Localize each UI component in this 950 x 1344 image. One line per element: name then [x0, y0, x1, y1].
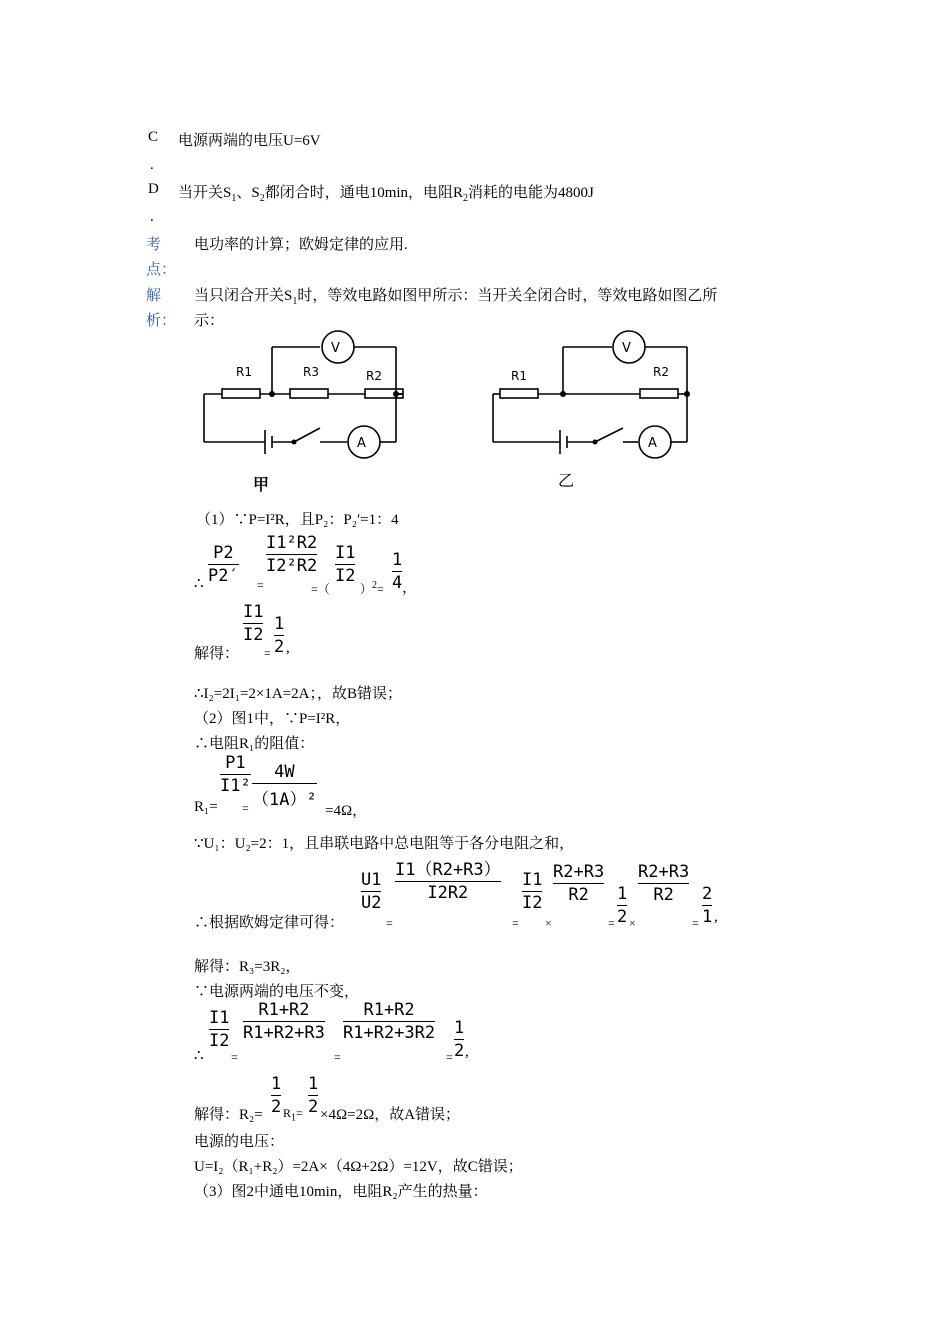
solution-line-3-prefix: 解得： — [194, 646, 240, 662]
kaodian-text: 电功率的计算；欧姆定律的应用. — [194, 237, 408, 253]
formula-1-suffix: ， — [402, 580, 418, 596]
kaodian-label-1: 考 — [146, 237, 162, 253]
formula-1-therefore: ∴ — [194, 576, 204, 592]
formula-4-frac-b: I1（R2+R3） I2R2 — [395, 860, 501, 903]
option-c-letter: C — [148, 129, 159, 145]
formula-2-frac-b: 1 2 — [274, 614, 285, 657]
option-d-text: 当开关$S_1$、$S_2$都闭合时，通电10min，电阻$R_2$消耗的电能为4800J — [178, 185, 594, 204]
formula-4-frac-g: 2 1 — [702, 884, 713, 927]
formula-1-eq2: =（ — [311, 582, 330, 596]
option-c-text: 电源两端的电压U=6V — [178, 133, 321, 149]
formula-1-eq1: = — [257, 578, 264, 592]
formula-2-suffix: , — [286, 640, 290, 656]
formula-4-suffix: , — [714, 909, 718, 925]
jiexi-line2: 示： — [194, 313, 225, 329]
formula-1-frac-d: 1 4 — [392, 550, 403, 593]
r1-label-jia: R1 — [236, 365, 252, 379]
kaodian-label-2: 点： — [146, 262, 177, 278]
figure-caption-jia: 甲 — [253, 475, 270, 494]
formula-4-frac-a: U1 U2 — [361, 870, 382, 913]
solution-line-6: ∴电阻R₁的阻值： — [194, 736, 315, 752]
solution-line-7-prefix: R₁= — [194, 799, 218, 815]
formula-1-frac-b: I1²R2 I2²R2 — [266, 533, 318, 576]
circuit-figures — [190, 325, 730, 500]
formula-4-eq2: = — [512, 916, 519, 930]
formula-5-frac-b: R1+R2 R1+R2+R3 — [243, 1000, 325, 1043]
figure-caption-yi: 乙 — [558, 471, 575, 490]
formula-4-eq1: = — [386, 916, 393, 930]
solution-line-13-suffix: ×4Ω=2Ω，故A错误； — [320, 1107, 461, 1123]
formula-3-frac-b: 4W （1A）² — [252, 762, 317, 810]
formula-4-times1: × — [545, 916, 552, 930]
formula-4-frac-e: 1 2 — [617, 884, 628, 927]
solution-line-1: （1）∵P=I²R，且P₂：P₂′=1：4 — [196, 512, 399, 528]
formula-4-eq4: = — [692, 916, 699, 930]
formula-6-frac-b: 1 2 — [308, 1074, 319, 1117]
jiexi-line1: 当只闭合开关$S_1$时，等效电路如图甲所示：当开关全闭合时，等效电路如图乙所 — [194, 288, 718, 307]
formula-6-frac-a: 1 2 — [271, 1074, 282, 1117]
jiexi-label-1: 解 — [146, 288, 162, 304]
option-d-letter: D — [148, 181, 159, 197]
solution-line-7-suffix: =4Ω， — [325, 803, 368, 819]
option-c-dot: . — [150, 157, 154, 173]
r2-label-yi: R2 — [653, 365, 669, 379]
solution-line-13-prefix: 解得：R₂= — [194, 1107, 263, 1123]
solution-line-11: ∵电源两端的电压不变， — [194, 984, 360, 1000]
solution-line-14: 电源的电压： — [194, 1134, 285, 1150]
formula-5-eq1: = — [231, 1050, 238, 1064]
formula-5-frac-d: 1 2 — [454, 1018, 465, 1061]
formula-1-power: ）$^2$= — [360, 580, 384, 596]
solution-line-15: U=I₂（R₁+R₂）=2A×（4Ω+2Ω）=12V，故C错误； — [194, 1159, 523, 1175]
ammeter-label-jia: A — [357, 436, 366, 451]
formula-4-frac-c: I1 I2 — [522, 870, 543, 913]
r1-label-yi: R1 — [511, 369, 527, 383]
formula-3-frac-a: P1 I1² — [220, 753, 251, 796]
formula-3-eq: = — [242, 801, 249, 815]
formula-5-eq3: = — [446, 1050, 453, 1064]
formula-5-eq2: = — [334, 1050, 341, 1064]
formula-5-suffix: , — [465, 1044, 469, 1060]
jiexi-label-2: 析： — [146, 313, 177, 329]
formula-6-r1: $R_1=$ — [283, 1106, 303, 1124]
solution-line-10: 解得：R₃=3R₂， — [194, 959, 301, 975]
formula-4-frac-d: R2+R3 R2 — [553, 862, 605, 905]
solution-line-12-prefix: ∴ — [194, 1048, 204, 1064]
formula-1-frac-a: P2 P2′ — [208, 543, 239, 586]
solution-line-8: ∵U₁：U₂=2：1，且串联电路中总电阻等于各分电阻之和， — [194, 836, 575, 852]
solution-line-4: ∴I₂=2I₁=2×1A=2A；，故B错误； — [194, 686, 403, 702]
r2-label-jia: R2 — [366, 369, 382, 383]
formula-4-frac-f: R2+R3 R2 — [638, 862, 690, 905]
formula-1-frac-c: I1 I2 — [335, 543, 356, 586]
r3-label-jia: R3 — [303, 365, 319, 379]
formula-2-eq: = — [264, 646, 271, 660]
formula-5-frac-a: I1 I2 — [209, 1008, 230, 1051]
formula-2-frac-a: I1 I2 — [243, 602, 264, 645]
formula-5-frac-c: R1+R2 R1+R2+3R2 — [343, 1000, 436, 1043]
ammeter-label-yi: A — [648, 436, 657, 451]
solution-line-9-prefix: ∴根据欧姆定律可得： — [194, 915, 345, 931]
formula-4-times2: × — [629, 916, 636, 930]
formula-4-eq3: = — [608, 916, 615, 930]
voltmeter-label-jia: V — [331, 341, 340, 356]
solution-line-16: （3）图2中通电10min，电阻R₂产生的热量： — [194, 1184, 488, 1200]
voltmeter-label-yi: V — [622, 341, 631, 356]
option-d-dot: . — [150, 209, 154, 225]
solution-line-5: （2）图1中，∵P=I²R， — [194, 711, 351, 727]
